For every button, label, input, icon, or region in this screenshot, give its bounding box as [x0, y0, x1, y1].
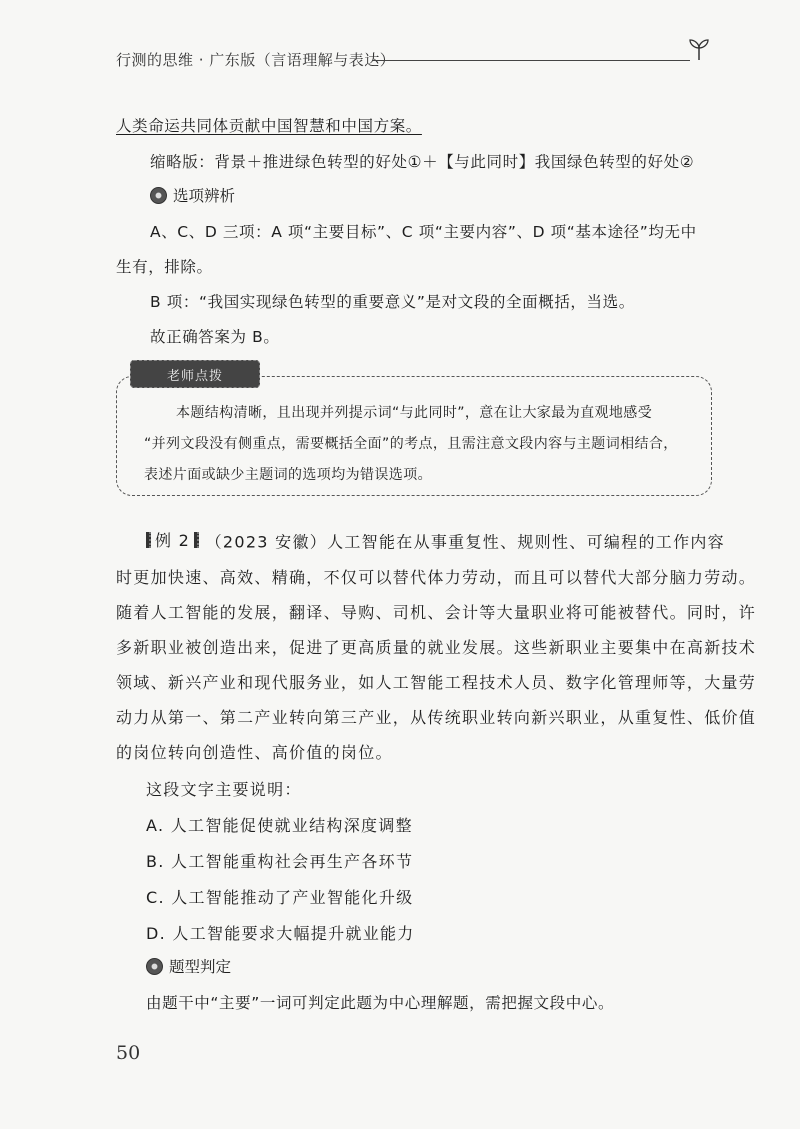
type-text: 由题干中“主要”一词可判定此题为中心理解题，需把握文段中心。: [146, 994, 615, 1012]
example-tag-label: 例 2: [155, 531, 191, 550]
section-bullet-icon: [146, 958, 163, 975]
analysis-line-3: B 项：“我国实现绿色转型的重要意义”是对文段的全面概括，当选。: [150, 293, 635, 311]
section-question-type: [146, 955, 231, 977]
example-line-5: 动力从第一、第二产业转向第三产业，从传统职业转向新兴职业，从重复性、低价值: [116, 708, 757, 727]
option-a: A. 人工智能促使就业结构深度调整: [146, 816, 413, 835]
section-bullet-icon: [150, 187, 167, 204]
page-number: 50: [116, 1042, 141, 1064]
sprout-icon: [686, 36, 712, 62]
answer-line: 故正确答案为 B。: [150, 328, 280, 346]
example-line-0: （2023 安徽）人工智能在从事重复性、规则性、可编程的工作内容: [205, 532, 725, 552]
example-line-1: 时更加快速、高效、精确，不仅可以替代体力劳动，而且可以替代大部分脑力劳动。: [116, 568, 757, 587]
tag-bar-left: [146, 532, 151, 548]
option-b: B. 人工智能重构社会再生产各环节: [146, 852, 414, 871]
example-first-line: [146, 528, 725, 553]
header-title: 行测的思维 · 广东版（言语理解与表达）: [116, 51, 396, 69]
note-line-1: 本题结构清晰，且出现并列提示词“与此同时”，意在让大家最为直观地感受: [176, 405, 653, 421]
analysis-line-2: 生有，排除。: [116, 258, 213, 276]
example-line-2: 随着人工智能的发展，翻译、导购、司机、会计等大量职业将可能被替代。同时，许: [116, 603, 757, 622]
option-d: D. 人工智能要求大幅提升就业能力: [146, 924, 415, 943]
question-stem: 这段文字主要说明：: [146, 780, 302, 799]
continuation-line: 人类命运共同体贡献中国智慧和中国方案。: [116, 117, 422, 135]
note-line-3: 表述片面或缺少主题词的选项均为错误选项。: [144, 467, 432, 483]
example-line-6: 的岗位转向创造性、高价值的岗位。: [116, 743, 393, 762]
header-rule: [372, 60, 690, 61]
summary-line: 缩略版：背景＋推进绿色转型的好处①＋【与此同时】我国绿色转型的好处②: [150, 153, 695, 171]
section-title: 选项辨析: [173, 187, 236, 205]
example-line-3: 多新职业被创造出来，促进了更高质量的就业发展。这些新职业主要集中在高新技术: [116, 638, 757, 657]
example-line-4: 领域、新兴产业和现代服务业，如人工智能工程技术人员、数字化管理师等，大量劳: [116, 673, 757, 692]
tag-bar-right: [194, 532, 199, 548]
teacher-note-label: 老师点拨: [130, 360, 260, 388]
option-c: C. 人工智能推动了产业智能化升级: [146, 888, 414, 907]
note-line-2: “并列文段没有侧重点，需要概括全面”的考点，且需注意文段内容与主题词相结合，: [144, 436, 678, 452]
section-title: 题型判定: [169, 958, 232, 976]
example-tag: [146, 528, 199, 551]
analysis-line-1: A、C、D 三项：A 项“主要目标”、C 项“主要内容”、D 项“基本途径”均无中: [150, 223, 697, 241]
section-option-analysis: [150, 184, 235, 206]
